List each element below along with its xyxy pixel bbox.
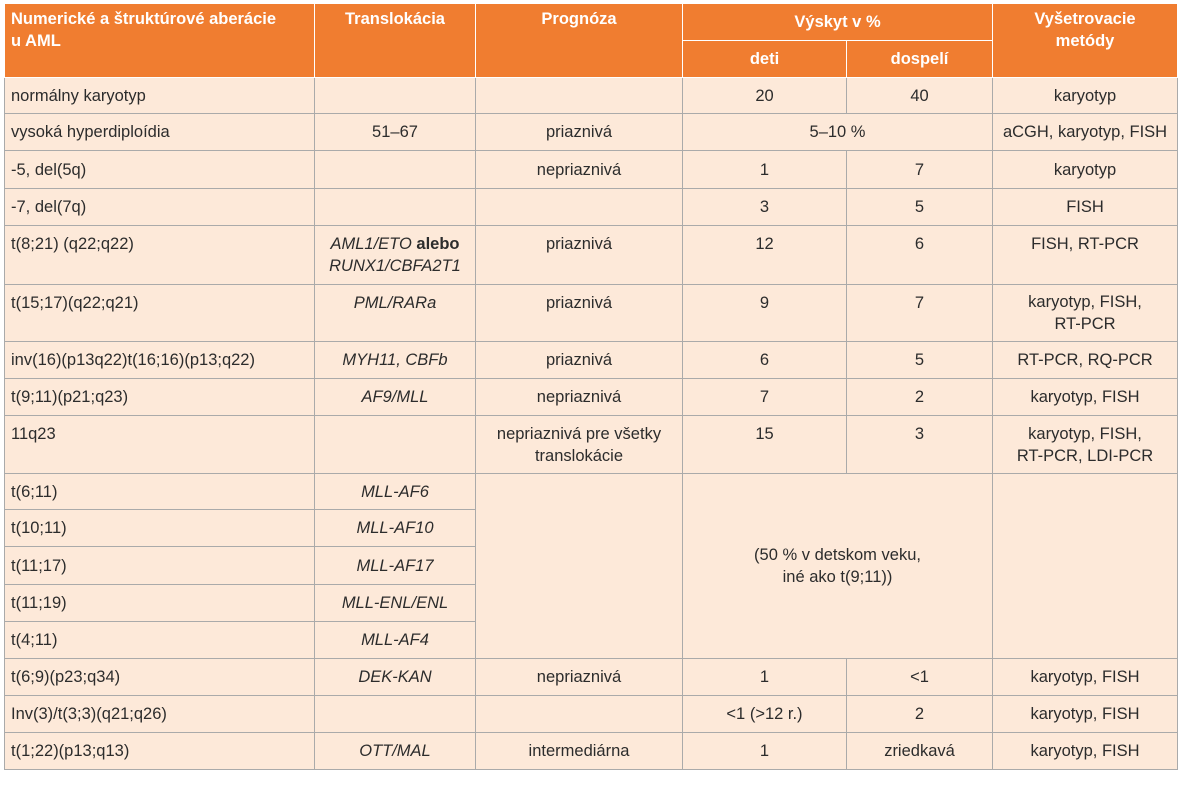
cell-aberation: vysoká hyperdiploídia	[5, 114, 315, 151]
cell-prognosis: priaznivá	[476, 114, 683, 151]
header-aberation-line1: Numerické a štruktúrové aberácie	[11, 10, 277, 28]
cell-adults: 5	[847, 342, 993, 379]
cell-prognosis	[476, 78, 683, 114]
header-prognosis: Prognóza	[476, 4, 683, 78]
header-aberation-line2: u AML	[11, 32, 61, 50]
cell-adults: 6	[847, 226, 993, 285]
header-methods-line1: Vyšetrovacie	[1034, 10, 1136, 28]
cell-prognosis	[476, 696, 683, 733]
methods-line1: karyotyp, FISH,	[1028, 424, 1142, 443]
cell-methods: karyotyp, FISH	[993, 733, 1178, 770]
cell-methods: aCGH, karyotyp, FISH	[993, 114, 1178, 151]
cell-adults: 40	[847, 78, 993, 114]
header-methods	[993, 4, 1178, 78]
cell-methods	[993, 285, 1178, 342]
cell-translocation: MYH11, CBFb	[315, 342, 476, 379]
cell-aberation: Inv(3)/t(3;3)(q21;q26)	[5, 696, 315, 733]
cell-children: 1	[683, 151, 847, 189]
cell-aberation: inv(16)(p13q22)t(16;16)(p13;q22)	[5, 342, 315, 379]
table-row	[5, 733, 1178, 770]
header-aberation	[5, 4, 315, 78]
cell-translocation: DEK-KAN	[315, 659, 476, 696]
cell-translocation: AF9/MLL	[315, 379, 476, 416]
table-row	[5, 189, 1178, 226]
translocation-part2: RUNX1/CBFA2T1	[329, 257, 461, 275]
cell-aberation: t(15;17)(q22;q21)	[5, 285, 315, 342]
cell-translocation	[315, 151, 476, 189]
mll-note-line1: (50 % v detskom veku,	[754, 546, 921, 564]
table-row	[5, 696, 1178, 733]
cell-translocation: 51–67	[315, 114, 476, 151]
cell-children: 20	[683, 78, 847, 114]
table-row	[5, 342, 1178, 379]
translocation-conjunction: alebo	[416, 235, 460, 253]
cell-aberation: -5, del(5q)	[5, 151, 315, 189]
header-translocation: Translokácia	[315, 4, 476, 78]
cell-prognosis: intermediárna	[476, 733, 683, 770]
cell-adults: 3	[847, 416, 993, 474]
cell-prognosis	[476, 189, 683, 226]
header-occurrence: Výskyt v %	[683, 4, 993, 41]
table-row	[5, 78, 1178, 114]
cell-occurrence-combined: 5–10 %	[683, 114, 993, 151]
cell-adults: 2	[847, 379, 993, 416]
cell-mll-group-note	[683, 474, 993, 659]
table-row	[5, 285, 1178, 342]
cell-aberation: -7, del(7q)	[5, 189, 315, 226]
cell-methods-mll-group	[993, 474, 1178, 659]
aml-aberrations-table	[4, 3, 1178, 770]
cell-children: 6	[683, 342, 847, 379]
cell-adults: 7	[847, 151, 993, 189]
table-row	[5, 416, 1178, 474]
cell-prognosis	[476, 416, 683, 474]
cell-prognosis: nepriaznivá	[476, 379, 683, 416]
cell-aberation: t(10;11)	[5, 510, 315, 547]
table-row	[5, 114, 1178, 151]
prognosis-line1: nepriaznivá pre všetky	[496, 424, 662, 443]
cell-children: 12	[683, 226, 847, 285]
cell-children: 9	[683, 285, 847, 342]
cell-prognosis: priaznivá	[476, 342, 683, 379]
methods-line2: RT-PCR, LDI-PCR	[1016, 446, 1154, 465]
cell-prognosis: nepriaznivá	[476, 151, 683, 189]
table-row	[5, 226, 1178, 285]
cell-prognosis: priaznivá	[476, 226, 683, 285]
cell-translocation: OTT/MAL	[315, 733, 476, 770]
cell-aberation: t(6;11)	[5, 474, 315, 510]
cell-methods: karyotyp, FISH	[993, 696, 1178, 733]
cell-prognosis-mll-group	[476, 474, 683, 659]
cell-translocation: PML/RARa	[315, 285, 476, 342]
header-methods-line2: metódy	[1055, 32, 1115, 50]
table-row	[5, 474, 1178, 510]
cell-aberation: t(1;22)(p13;q13)	[5, 733, 315, 770]
cell-translocation: MLL-AF4	[315, 622, 476, 659]
cell-adults: 7	[847, 285, 993, 342]
cell-prognosis: priaznivá	[476, 285, 683, 342]
cell-prognosis: nepriaznivá	[476, 659, 683, 696]
cell-methods: karyotyp	[993, 78, 1178, 114]
cell-aberation: t(4;11)	[5, 622, 315, 659]
cell-methods: FISH	[993, 189, 1178, 226]
cell-methods: RT-PCR, RQ-PCR	[993, 342, 1178, 379]
cell-children: 3	[683, 189, 847, 226]
table-wrapper	[4, 3, 1178, 770]
cell-translocation: MLL-AF10	[315, 510, 476, 547]
prognosis-line2: translokácie	[534, 446, 624, 465]
cell-adults: zriedkavá	[847, 733, 993, 770]
cell-methods	[993, 416, 1178, 474]
cell-translocation: MLL-ENL/ENL	[315, 585, 476, 622]
cell-aberation: t(8;21) (q22;q22)	[5, 226, 315, 285]
cell-adults: <1	[847, 659, 993, 696]
cell-children: 7	[683, 379, 847, 416]
table-row	[5, 659, 1178, 696]
cell-aberation: t(6;9)(p23;q34)	[5, 659, 315, 696]
cell-translocation	[315, 696, 476, 733]
methods-line1: karyotyp, FISH,	[1028, 293, 1142, 311]
cell-aberation: 11q23	[5, 416, 315, 474]
cell-children: 1	[683, 659, 847, 696]
cell-aberation: t(9;11)(p21;q23)	[5, 379, 315, 416]
mll-note-line2: iné ako t(9;11))	[782, 568, 893, 586]
methods-line2: RT-PCR	[1054, 315, 1116, 333]
cell-children: <1 (>12 r.)	[683, 696, 847, 733]
cell-methods: karyotyp, FISH	[993, 379, 1178, 416]
translocation-part1: AML1/ETO	[330, 235, 412, 253]
cell-aberation: normálny karyotyp	[5, 78, 315, 114]
cell-aberation: t(11;17)	[5, 547, 315, 585]
cell-aberation: t(11;19)	[5, 585, 315, 622]
table-row	[5, 151, 1178, 189]
cell-translocation	[315, 189, 476, 226]
cell-translocation: MLL-AF6	[315, 474, 476, 510]
cell-adults: 2	[847, 696, 993, 733]
cell-translocation	[315, 416, 476, 474]
table-row	[5, 379, 1178, 416]
header-adults: dospelí	[847, 41, 993, 78]
cell-translocation	[315, 226, 476, 285]
cell-children: 15	[683, 416, 847, 474]
cell-children: 1	[683, 733, 847, 770]
cell-translocation: MLL-AF17	[315, 547, 476, 585]
cell-methods: karyotyp, FISH	[993, 659, 1178, 696]
cell-adults: 5	[847, 189, 993, 226]
cell-methods: karyotyp	[993, 151, 1178, 189]
cell-methods: FISH, RT-PCR	[993, 226, 1178, 285]
header-children: deti	[683, 41, 847, 78]
cell-translocation	[315, 78, 476, 114]
